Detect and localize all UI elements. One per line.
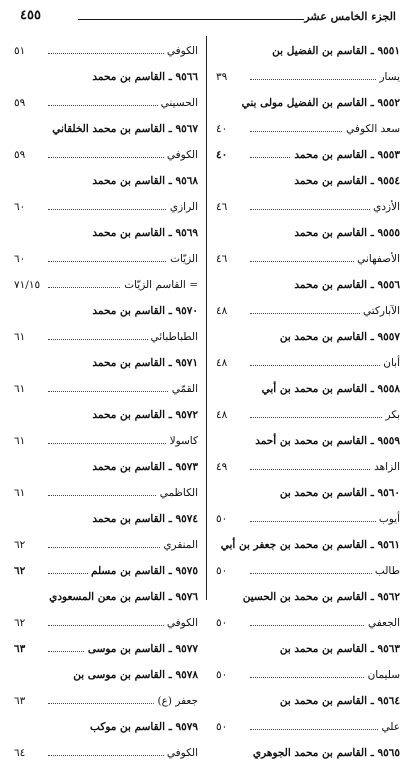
index-entry <box>216 272 400 298</box>
index-entry <box>14 38 198 64</box>
entry-page-number: ٦٤ <box>14 747 26 759</box>
index-entry <box>14 116 198 142</box>
index-entry <box>14 714 198 740</box>
index-entry <box>216 402 400 428</box>
index-entry <box>216 350 400 376</box>
index-entry <box>216 428 400 454</box>
index-entry <box>216 688 400 714</box>
index-entry <box>216 298 400 324</box>
entry-text: ٩٥٦٥ ـ القاسم بن محمد الجوهري <box>250 740 400 766</box>
index-entry <box>14 246 198 272</box>
index-entry <box>14 298 198 324</box>
index-entry <box>14 662 198 688</box>
entry-text: الأزدي <box>370 194 400 220</box>
entry-page-number: ٧١/١٥ <box>14 279 41 291</box>
index-entry <box>14 532 198 558</box>
entry-page-number: ٤٦ <box>216 201 228 213</box>
entry-text: الجعفي <box>365 610 400 636</box>
index-entry <box>216 454 400 480</box>
index-entry <box>14 610 198 636</box>
entry-text: = القاسم الزيّات <box>121 272 198 298</box>
entry-page-number: ٤٨ <box>216 305 228 317</box>
header-rule <box>78 19 304 20</box>
index-entry <box>14 480 198 506</box>
entry-page-number: ٦٣ <box>14 643 26 655</box>
entry-page-number: ٦٠ <box>14 253 26 265</box>
entry-text: ٩٥٥٣ ـ القاسم بن محمد <box>291 142 400 168</box>
entry-text: ٩٥٦٠ ـ القاسم بن محمد بن <box>277 480 400 506</box>
entry-text: ٩٥٦٣ ـ القاسم بن محمد بن <box>277 636 400 662</box>
entry-text: ٩٥٧٧ ـ القاسم بن موسى <box>85 636 198 662</box>
index-entry <box>14 558 198 584</box>
entry-text: علي <box>379 714 401 740</box>
entry-page-number: ٤٠ <box>216 123 228 135</box>
entry-page-number: ٤٦ <box>216 253 228 265</box>
page-header <box>14 8 400 30</box>
entry-page-number: ٥٠ <box>216 669 228 681</box>
entry-text: ٩٥٧٤ ـ القاسم بن محمد <box>89 506 198 532</box>
entry-page-number: ٦٢ <box>14 539 26 551</box>
index-entry <box>216 168 400 194</box>
entry-text: ٩٥٥٤ ـ القاسم بن محمد <box>291 168 400 194</box>
index-entry <box>216 116 400 142</box>
entry-text: ٩٥٧٢ ـ القاسم بن محمد <box>89 402 198 428</box>
entry-page-number: ٥٩ <box>14 149 26 161</box>
entry-text: ٩٥٥٩ ـ القاسم بن محمد بن أحمد <box>252 428 400 454</box>
entry-text: ٩٥٥٧ ـ القاسم بن محمد بن <box>277 324 400 350</box>
entry-text: ٩٥٧٩ ـ القاسم بن موكب <box>87 714 198 740</box>
entry-text: ٩٥٧١ ـ القاسم بن محمد <box>89 350 198 376</box>
entry-text: ٩٥٦٩ ـ القاسم بن محمد <box>89 220 198 246</box>
entry-text: ٩٥٦٢ ـ القاسم بن محمد بن الحسين <box>240 584 400 610</box>
index-entry <box>216 90 400 116</box>
entry-page-number: ٥٠ <box>216 513 228 525</box>
index-entry <box>14 168 198 194</box>
entry-text: كاسولا <box>167 428 198 454</box>
index-entry <box>14 454 198 480</box>
index-entry <box>14 376 198 402</box>
entry-text: ٩٥٦٧ ـ القاسم بن محمد الخلقاني <box>49 116 198 142</box>
index-entry <box>216 246 400 272</box>
entry-page-number: ٦٣ <box>14 695 26 707</box>
entry-text: الآباركتي <box>360 298 400 324</box>
entry-text: ٩٥٥٨ ـ القاسم بن محمد بن أبي <box>259 376 400 402</box>
index-entry <box>14 402 198 428</box>
index-column-left <box>14 38 198 766</box>
entry-text: جعفر (ع) <box>155 688 198 714</box>
entry-text: سعد الكوفي <box>343 116 400 142</box>
entry-text: أيوب <box>376 506 400 532</box>
entry-text: ٩٥٥٦ ـ القاسم بن محمد <box>291 272 400 298</box>
index-entry <box>14 90 198 116</box>
entry-page-number: ٥٩ <box>14 97 26 109</box>
entry-text: ٩٥٥٥ ـ القاسم بن محمد <box>291 220 400 246</box>
index-entry <box>14 142 198 168</box>
entry-text: ٩٥٧٠ ـ القاسم بن محمد <box>89 298 198 324</box>
index-entry <box>216 662 400 688</box>
entry-text: ٩٥٦٤ ـ القاسم بن محمد بن <box>277 688 400 714</box>
entry-page-number: ٥٠ <box>216 565 228 577</box>
entry-text: ٩٥٥٢ ـ القاسم بن الفضيل مولى بني <box>239 90 400 116</box>
entry-text: ٩٥٧٨ ـ القاسم بن موسى بن <box>70 662 198 688</box>
index-entry <box>216 532 400 558</box>
index-entry <box>14 350 198 376</box>
entry-text: ٩٥٧٦ ـ القاسم بن معن المسعودي <box>46 584 198 610</box>
entry-page-number: ٦٢ <box>14 565 26 577</box>
dot-leader <box>250 365 400 366</box>
index-entry <box>216 610 400 636</box>
index-entry <box>14 324 198 350</box>
index-entry <box>14 272 198 298</box>
index-entry <box>216 38 400 64</box>
index-entry <box>14 584 198 610</box>
entry-page-number: ٤٨ <box>216 409 228 421</box>
index-entry <box>216 220 400 246</box>
entry-page-number: ٦١ <box>14 435 26 447</box>
entry-page-number: ٦١ <box>14 383 26 395</box>
index-entry <box>216 64 400 90</box>
index-entry <box>216 480 400 506</box>
dot-leader <box>250 417 400 418</box>
entry-page-number: ٦٠ <box>14 201 26 213</box>
index-entry <box>216 324 400 350</box>
index-column-right <box>216 38 400 766</box>
entry-text: الرازي <box>167 194 198 220</box>
index-entry <box>14 506 198 532</box>
entry-text: الكوفي <box>164 610 198 636</box>
entry-text: القمّي <box>169 376 198 402</box>
entry-text: الأصفهاني <box>354 246 400 272</box>
entry-text: الكاظمي <box>157 480 198 506</box>
entry-page-number: ٤٩ <box>216 461 228 473</box>
entry-text: الكوفي <box>164 38 198 64</box>
entry-page-number: ٦١ <box>14 487 26 499</box>
entry-text: ٩٥٦٨ ـ القاسم بن محمد <box>89 168 198 194</box>
entry-page-number: ٣٩ <box>216 71 228 83</box>
index-entry <box>14 220 198 246</box>
running-title: الجزء الخامس عشر <box>304 10 396 23</box>
entry-page-number: ٦٢ <box>14 617 26 629</box>
index-entry <box>216 714 400 740</box>
entry-text: ٩٥٧٣ ـ القاسم بن محمد <box>89 454 198 480</box>
index-entry <box>14 636 198 662</box>
column-divider <box>206 36 207 600</box>
entry-text: الزاهد <box>371 454 400 480</box>
index-entry <box>14 428 198 454</box>
index-entry <box>216 558 400 584</box>
index-entry <box>216 376 400 402</box>
index-entry <box>216 636 400 662</box>
page-number: ٤٥٥ <box>20 8 41 23</box>
index-entry <box>14 740 198 766</box>
entry-text: ٩٥٦١ ـ القاسم بن محمد بن جعفر بن أبي <box>218 532 400 558</box>
entry-page-number: ٥٠ <box>216 617 228 629</box>
entry-text: بكر <box>382 402 400 428</box>
entry-page-number: ٥١ <box>14 45 26 57</box>
index-entry <box>216 506 400 532</box>
index-entry <box>216 584 400 610</box>
entry-text: ٩٥٥١ ـ القاسم بن الفضيل بن <box>269 38 400 64</box>
index-entry <box>14 64 198 90</box>
entry-text: ٩٥٦٦ ـ القاسم بن محمد <box>89 64 198 90</box>
entry-page-number: ٤٨ <box>216 357 228 369</box>
entry-text: ٩٥٧٥ ـ القاسم بن مسلم <box>88 558 198 584</box>
index-entry <box>216 142 400 168</box>
index-entry <box>14 194 198 220</box>
entry-text: أبان <box>380 350 400 376</box>
index-entry <box>216 194 400 220</box>
entry-text: المنقري <box>160 532 198 558</box>
index-entry <box>216 740 400 766</box>
entry-page-number: ٥٠ <box>216 721 228 733</box>
entry-page-number: ٦١ <box>14 331 26 343</box>
entry-text: سليمان <box>365 662 400 688</box>
entry-text: الحسيني <box>158 90 198 116</box>
entry-page-number: ٤٠ <box>216 149 228 161</box>
entry-text: الزيّات <box>167 246 198 272</box>
entry-text: الكوفي <box>164 142 198 168</box>
entry-text: الطباطبائي <box>148 324 199 350</box>
entry-text: الكوفي <box>164 740 198 766</box>
entry-text: يسار <box>376 64 400 90</box>
entry-text: طالب <box>372 558 400 584</box>
index-entry <box>14 688 198 714</box>
dot-leader <box>250 729 400 730</box>
